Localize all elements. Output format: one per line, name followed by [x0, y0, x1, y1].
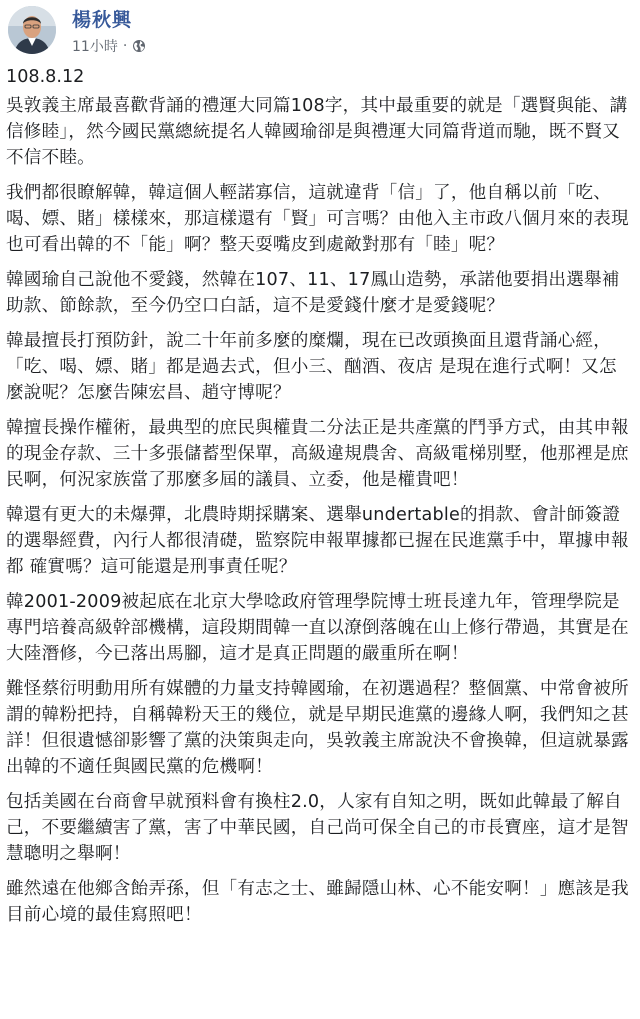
- post-meta: [72, 36, 146, 56]
- post-paragraph: 韓還有更大的未爆彈，北農時期採購案、選舉undertable的捐款、會計師簽證的選舉經費，內行人都很清礎，監察院申報單據都已握在民進黨手中，單據申報都 確實嗎？這可能還是刑事責任呢？: [6, 505, 629, 577]
- author-name[interactable]: 楊秋興: [72, 9, 133, 31]
- profile-photo: [8, 6, 56, 54]
- post-header: [0, 0, 640, 62]
- post-paragraph: 韓2001-2009被起底在北京大學唸政府管理學院博士班長達九年，管理學院是專門培養高級幹部機構，這段期間韓一直以潦倒落魄在山上修行帶過，其實是在大陸潛修，今已落出馬腳，這才是真正問題的嚴重所在啊！: [6, 592, 629, 664]
- globe-icon[interactable]: [132, 39, 146, 53]
- post-paragraph: 韓擅長操作權術，最典型的庶民與權貴二分法正是共產黨的鬥爭方式，由其申報的現金存款、三十多張儲蓄型保單，高級違規農舍、高級電梯別墅，他那裡是庶民啊，何況家族當了那麼多屆的議員、立委，他是權貴吧！: [6, 418, 629, 490]
- avatar[interactable]: [8, 6, 56, 54]
- post-paragraph: 我們都很瞭解韓，韓這個人輕諾寡信，這就違背「信」了，他自稱以前「吃、喝、嫖、賭」樣樣來，那這樣還有「賢」可言嗎？由他入主市政八個月來的表現也可看出韓的不「能」啊？整天耍嘴皮到處敵對那有「睦」呢？: [6, 183, 629, 255]
- post-paragraph: 韓國瑜自己說他不愛錢，然韓在107、11、17鳳山造勢，承諾他要捐出選舉補助款、節餘款，至今仍空口白話，這不是愛錢什麼才是愛錢呢？: [6, 270, 620, 316]
- post-timestamp[interactable]: 11小時: [72, 39, 118, 55]
- post-paragraph: 難怪蔡衍明動用所有媒體的力量支持韓國瑜，在初選過程？整個黨、中常會被所謂的韓粉把持，自稱韓粉天王的幾位，就是早期民進黨的邊緣人啊，我們知之甚詳！但很遺憾卻影響了黨的決策與走向，吳敦義主席說決不會換韓，但這就暴露出韓的不適任與國民黨的危機啊！: [6, 679, 629, 777]
- post-paragraph: 雖然遠在他鄉含飴弄孫，但「有志之士、雖歸隱山林、心不能安啊！」應該是我目前心境的最佳寫照吧！: [6, 879, 629, 925]
- post-date: 108.8.12: [6, 67, 85, 87]
- post-paragraph: 吳敦義主席最喜歡背誦的禮運大同篇108字，其中最重要的就是「選賢與能、講信修睦」，然今國民黨總統提名人韓國瑜卻是與禮運大同篇背道而馳，既不賢又不信不睦。: [6, 96, 628, 168]
- post-paragraph: 韓最擅長打預防針，說二十年前多麼的糜爛，現在已改頭換面且還背誦心經，「吃、喝、嫖、賭」都是過去式，但小三、酗酒、夜店 是現在進行式啊！又怎麼說呢？怎麼告陳宏昌、趙守博呢？: [6, 331, 617, 403]
- post-body: [6, 64, 634, 937]
- meta-separator: ·: [122, 38, 128, 54]
- post-paragraph: 包括美國在台商會早就預料會有換柱2.0，人家有自知之明，既如此韓最了解自己，不要繼續害了黨，害了中華民國，自己尚可保全自己的市長寶座，這才是智慧聰明之舉啊！: [6, 792, 629, 864]
